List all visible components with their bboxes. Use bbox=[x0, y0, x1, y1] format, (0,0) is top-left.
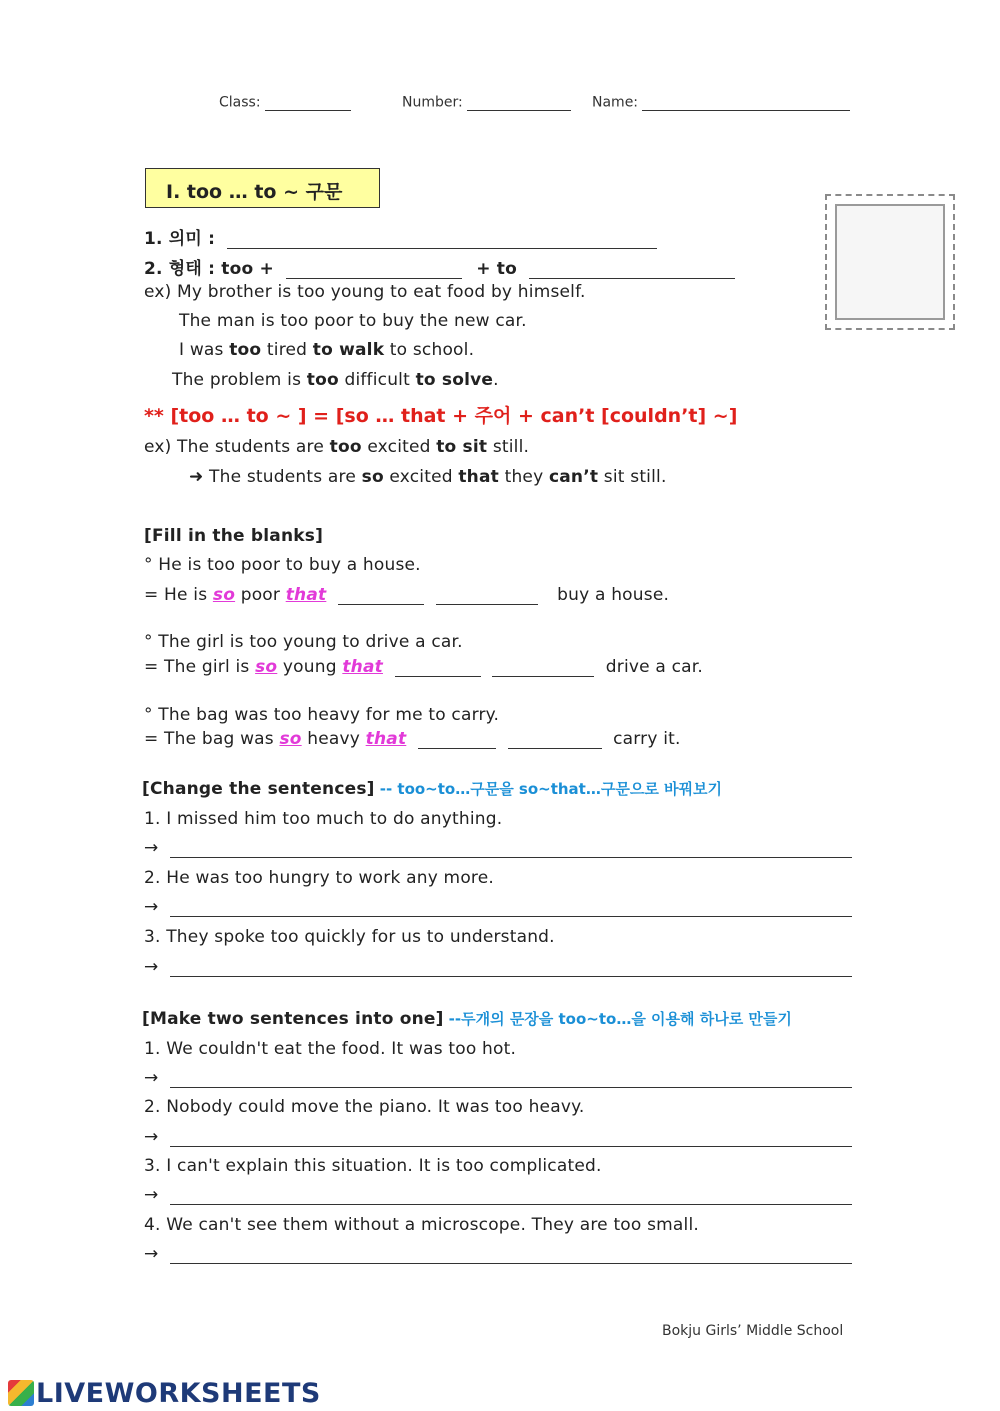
arrow-icon: → bbox=[144, 1068, 159, 1088]
make-answer-row-2 bbox=[144, 1127, 852, 1147]
name-label: Name: bbox=[592, 94, 639, 111]
fill-q2-blank-2[interactable] bbox=[492, 660, 594, 677]
make-answer-row-3 bbox=[144, 1185, 852, 1205]
arrow-icon: → bbox=[144, 957, 159, 977]
change-heading: [Change the sentences] bbox=[142, 779, 375, 799]
arrow-icon: → bbox=[144, 1244, 159, 1264]
fill-q1: ° He is too poor to buy a house. bbox=[144, 555, 421, 575]
fill-q2: ° The girl is too young to drive a car. bbox=[144, 632, 463, 652]
make-answer-2[interactable] bbox=[170, 1130, 852, 1147]
fill-q3-blank-2[interactable] bbox=[508, 732, 602, 749]
example-4: The problem is too difficult to solve. bbox=[172, 370, 499, 390]
make-heading: [Make two sentences into one] bbox=[142, 1009, 444, 1029]
class-field bbox=[219, 94, 351, 111]
example-5: ex) The students are too excited to sit still. bbox=[144, 437, 530, 457]
form-row bbox=[144, 254, 735, 279]
change-answer-2[interactable] bbox=[170, 900, 852, 917]
example-5-converted: ➜ The students are so excited that they can’t sit still. bbox=[189, 467, 667, 487]
change-answer-row-2 bbox=[144, 897, 852, 917]
change-heading-row bbox=[142, 778, 722, 799]
stamp-image bbox=[825, 194, 955, 330]
fill-q3-blank-1[interactable] bbox=[418, 732, 496, 749]
make-item-3: 3. I can't explain this situation. It is too complicated. bbox=[144, 1156, 602, 1176]
fill-q3-answer: = The bag was so heavy that carry it. bbox=[144, 729, 681, 749]
form-input-1[interactable] bbox=[286, 262, 462, 279]
section-title: I. too … to ~ 구문 bbox=[145, 168, 380, 208]
make-answer-4[interactable] bbox=[170, 1247, 852, 1264]
name-field bbox=[592, 94, 850, 111]
fill-q1-answer: = He is so poor that buy a house. bbox=[144, 585, 670, 605]
number-label: Number: bbox=[402, 94, 463, 111]
brand-text: LIVEWORKSHEETS bbox=[36, 1378, 321, 1409]
make-item-4: 4. We can't see them without a microscope. They are too small. bbox=[144, 1215, 699, 1235]
form-input-2[interactable] bbox=[529, 262, 735, 279]
change-item-2: 2. He was too hungry to work any more. bbox=[144, 868, 494, 888]
form-plus-to: + to bbox=[476, 259, 517, 279]
fill-q2-blank-1[interactable] bbox=[395, 660, 481, 677]
make-answer-row-1 bbox=[144, 1068, 852, 1088]
change-answer-row-1 bbox=[144, 838, 852, 858]
change-answer-1[interactable] bbox=[170, 841, 852, 858]
example-2: The man is too poor to buy the new car. bbox=[179, 311, 527, 331]
class-label: Class: bbox=[219, 94, 261, 111]
meaning-label: 1. 의미 : bbox=[144, 229, 216, 249]
rule-text: ** [too … to ~ ] = [so … that + 주어 + can’t [couldn’t] ~] bbox=[144, 405, 738, 427]
arrow-icon: → bbox=[144, 1127, 159, 1147]
make-note: --두개의 문장을 too~to…을 이용해 하나로 만들기 bbox=[448, 1010, 792, 1028]
arrow-icon: → bbox=[144, 838, 159, 858]
fill-heading: [Fill in the blanks] bbox=[144, 526, 324, 546]
make-item-2: 2. Nobody could move the piano. It was too heavy. bbox=[144, 1097, 585, 1117]
make-heading-row bbox=[142, 1008, 792, 1029]
change-item-3: 3. They spoke too quickly for us to understand. bbox=[144, 927, 555, 947]
make-answer-row-4 bbox=[144, 1244, 852, 1264]
brand-logo bbox=[8, 1378, 321, 1409]
example-1: ex) My brother is too young to eat food by himself. bbox=[144, 282, 586, 302]
name-input[interactable] bbox=[642, 94, 850, 111]
fill-q3: ° The bag was too heavy for me to carry. bbox=[144, 705, 500, 725]
example-3: I was too tired to walk to school. bbox=[179, 340, 475, 360]
arrow-icon: → bbox=[144, 897, 159, 917]
fill-q1-blank-1[interactable] bbox=[338, 588, 424, 605]
meaning-row bbox=[144, 224, 657, 249]
school-name: Bokju Girls’ Middle School bbox=[662, 1323, 844, 1339]
make-answer-1[interactable] bbox=[170, 1071, 852, 1088]
change-answer-row-3 bbox=[144, 957, 852, 977]
number-field bbox=[402, 94, 571, 111]
liveworksheets-icon bbox=[8, 1380, 34, 1406]
change-answer-3[interactable] bbox=[170, 960, 852, 977]
fill-q2-answer: = The girl is so young that drive a car. bbox=[144, 657, 704, 677]
class-input[interactable] bbox=[265, 94, 351, 111]
number-input[interactable] bbox=[467, 94, 571, 111]
change-item-1: 1. I missed him too much to do anything. bbox=[144, 809, 503, 829]
make-answer-3[interactable] bbox=[170, 1188, 852, 1205]
meaning-input[interactable] bbox=[227, 232, 657, 249]
form-label: 2. 형태 : too + bbox=[144, 259, 274, 279]
change-note: -- too~to…구문을 so~that…구문으로 바꿔보기 bbox=[379, 780, 722, 798]
fill-q1-blank-2[interactable] bbox=[436, 588, 538, 605]
make-item-1: 1. We couldn't eat the food. It was too hot. bbox=[144, 1039, 517, 1059]
arrow-icon: → bbox=[144, 1185, 159, 1205]
